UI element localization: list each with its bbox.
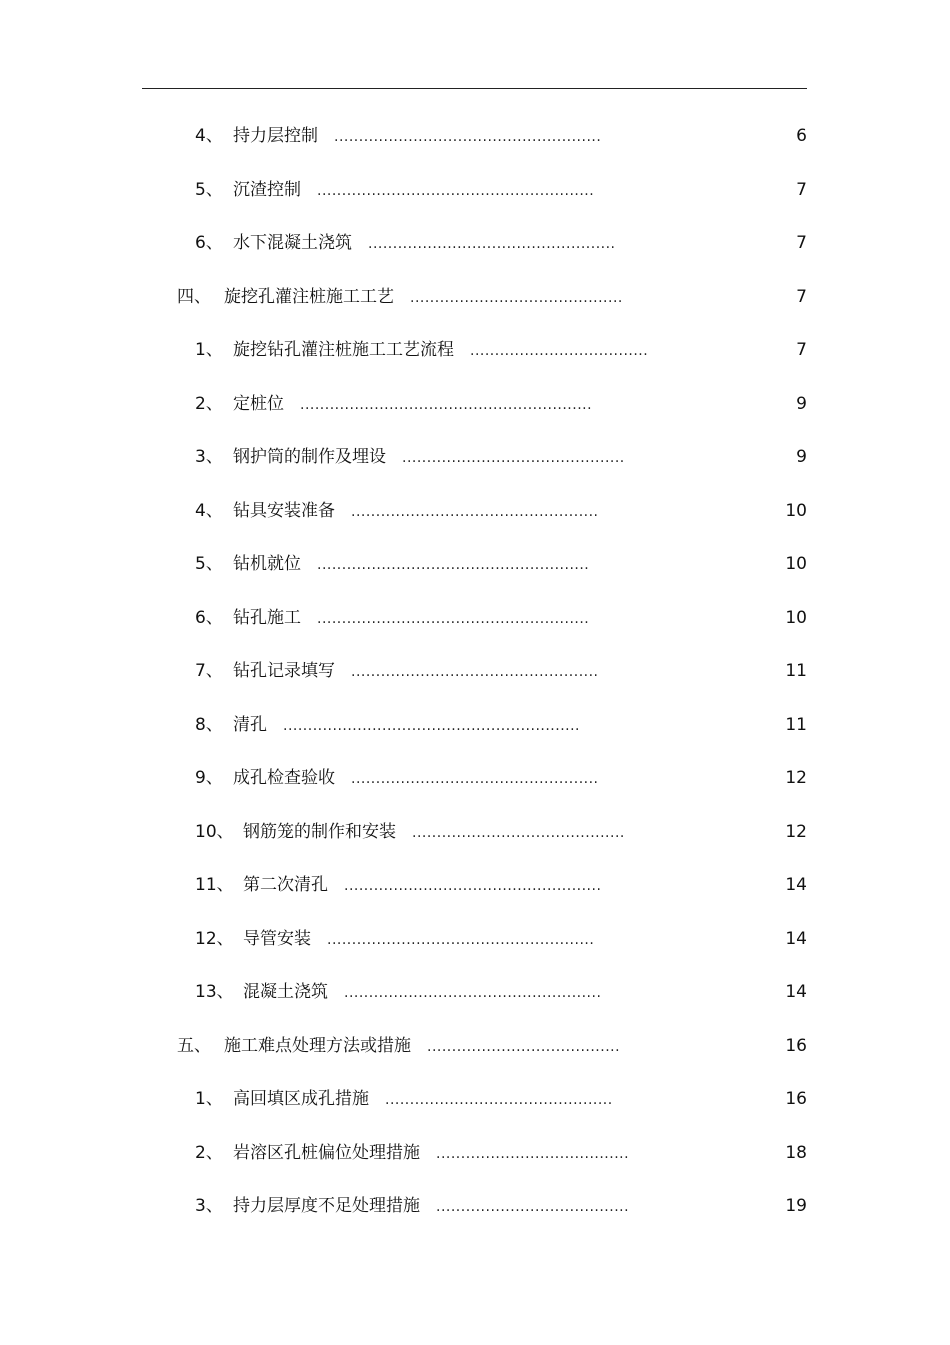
toc-entry-title: 清孔 — [233, 714, 267, 735]
toc-entry-title-group — [233, 766, 599, 791]
toc-entry-page-number: 18 — [785, 1142, 807, 1163]
toc-entry[interactable] — [0, 927, 950, 951]
toc-entry-number: 五、 — [177, 1035, 211, 1056]
toc-entry[interactable] — [0, 1141, 950, 1165]
toc-entry[interactable] — [0, 873, 950, 897]
toc-dot-leader: ........................................... — [412, 824, 625, 841]
toc-entry-page-number: 7 — [796, 233, 807, 253]
toc-entry-title: 导管安装 — [243, 928, 311, 949]
toc-entry-page-number: 10 — [785, 554, 807, 574]
toc-entry-title: 施工难点处理方法或措施 — [224, 1035, 411, 1056]
toc-dot-leader: ....................................... — [436, 1145, 630, 1162]
toc-entry-page-number: 7 — [796, 179, 807, 200]
toc-entry-title-group — [233, 392, 592, 417]
toc-dot-leader: .................................................. — [351, 771, 599, 787]
toc-entry[interactable] — [0, 713, 950, 737]
toc-entry[interactable] — [0, 552, 950, 576]
toc-entry-number: 12、 — [195, 928, 234, 949]
toc-entry-page-number: 10 — [785, 607, 807, 628]
toc-dot-leader: .............................................. — [385, 1092, 613, 1108]
toc-entry-page-number: 14 — [785, 982, 807, 1002]
toc-entry[interactable] — [0, 445, 950, 469]
toc-entry-number: 5、 — [195, 179, 223, 200]
toc-entry-title: 钻机就位 — [233, 554, 301, 574]
toc-entry-title-group — [233, 338, 648, 363]
toc-entry[interactable] — [0, 124, 950, 148]
toc-entry-number: 3、 — [195, 447, 223, 467]
toc-dot-leader: .................................................... — [344, 878, 602, 894]
toc-dot-leader: .................................................. — [351, 664, 599, 680]
toc-dot-leader: ....................................................... — [317, 557, 590, 573]
toc-entry-page-number: 9 — [796, 393, 807, 414]
toc-entry-page-number: 14 — [785, 928, 807, 949]
toc-entry-title-group — [233, 1194, 629, 1219]
toc-entry-number: 2、 — [195, 393, 223, 414]
toc-entry-title-group — [233, 124, 601, 149]
toc-entry[interactable] — [0, 392, 950, 416]
toc-dot-leader: ....................................... — [427, 1038, 621, 1055]
toc-entry-page-number: 7 — [796, 286, 807, 307]
toc-entry[interactable] — [0, 1087, 950, 1111]
toc-entry-number: 7、 — [195, 661, 223, 681]
toc-entry-number: 5、 — [195, 554, 223, 574]
toc-entry[interactable] — [0, 766, 950, 790]
toc-dot-leader: ........................................................ — [317, 182, 595, 199]
toc-entry-title: 水下混凝土浇筑 — [233, 233, 352, 253]
toc-entry-page-number: 12 — [785, 821, 807, 842]
toc-entry-page-number: 9 — [796, 447, 807, 467]
toc-entry-number: 6、 — [195, 233, 223, 253]
toc-entry-title: 沉渣控制 — [233, 179, 301, 200]
toc-dot-leader: .................................... — [470, 343, 649, 359]
toc-entry-title: 持力层控制 — [233, 126, 318, 146]
toc-entry[interactable] — [0, 338, 950, 362]
toc-entry[interactable] — [0, 980, 950, 1004]
toc-entry-number: 2、 — [195, 1142, 223, 1163]
toc-entry[interactable] — [0, 231, 950, 255]
toc-dot-leader: .................................................. — [368, 236, 616, 252]
toc-entry-title: 钢护筒的制作及埋设 — [233, 447, 386, 467]
toc-dot-leader: ........................................... — [410, 289, 623, 306]
toc-entry-title-group — [233, 445, 625, 470]
toc-entry-title: 第二次清孔 — [243, 875, 328, 895]
toc-entry-title: 旋挖钻孔灌注桩施工工艺流程 — [233, 340, 454, 360]
toc-dot-leader: .................................................... — [344, 985, 602, 1001]
toc-entry-title: 钻孔施工 — [233, 607, 301, 628]
toc-entry-title-group — [233, 1141, 629, 1166]
toc-entry-page-number: 12 — [785, 768, 807, 788]
toc-entry-title-group — [224, 1034, 620, 1059]
toc-entry-page-number: 7 — [796, 340, 807, 360]
toc-entry-page-number: 14 — [785, 875, 807, 895]
toc-entry-title: 持力层厚度不足处理措施 — [233, 1196, 420, 1216]
toc-entry-page-number: 6 — [796, 126, 807, 146]
toc-entry-number: 8、 — [195, 714, 223, 735]
toc-dot-leader: ....................................... — [436, 1199, 630, 1215]
toc-entry-title: 钻孔记录填写 — [233, 661, 335, 681]
toc-entry[interactable] — [0, 1194, 950, 1218]
toc-entry-title: 混凝土浇筑 — [243, 982, 328, 1002]
toc-entry-number: 1、 — [195, 1089, 223, 1109]
toc-entry-page-number: 10 — [785, 500, 807, 521]
toc-entry-page-number: 16 — [785, 1089, 807, 1109]
toc-entry-number: 11、 — [195, 875, 234, 895]
toc-entry-title-group — [233, 606, 589, 631]
toc-dot-leader: ............................................................ — [283, 717, 581, 734]
toc-entry-title-group — [233, 178, 594, 203]
toc-entry-title-group — [243, 873, 601, 898]
toc-entry-title: 岩溶区孔桩偏位处理措施 — [233, 1142, 420, 1163]
toc-entry-number: 四、 — [177, 286, 211, 307]
toc-entry-title-group — [243, 980, 601, 1005]
toc-entry[interactable] — [0, 178, 950, 202]
toc-entry-number: 6、 — [195, 607, 223, 628]
toc-entry-number: 9、 — [195, 768, 223, 788]
toc-entry-title-group — [233, 552, 589, 577]
toc-entry-title-group — [233, 231, 616, 256]
toc-dot-leader: ...................................................... — [327, 931, 595, 948]
toc-entry[interactable] — [0, 285, 950, 309]
toc-entry-page-number: 11 — [785, 661, 807, 681]
toc-entry-number: 4、 — [195, 500, 223, 521]
toc-entry-number: 10、 — [195, 821, 234, 842]
toc-entry-title: 旋挖孔灌注桩施工工艺 — [224, 286, 394, 307]
toc-entry-number: 1、 — [195, 340, 223, 360]
toc-entry-title-group — [233, 659, 599, 684]
toc-entry[interactable] — [0, 820, 950, 844]
toc-entry-title: 高回填区成孔措施 — [233, 1089, 369, 1109]
toc-entry-title-group — [243, 927, 594, 952]
toc-entry-title-group — [243, 820, 625, 845]
toc-entry-number: 3、 — [195, 1196, 223, 1216]
toc-entry-title-group — [224, 285, 623, 310]
toc-entry-number: 4、 — [195, 126, 223, 146]
toc-entry-title: 钻具安装准备 — [233, 500, 335, 521]
header-rule — [142, 88, 807, 89]
toc-dot-leader: ...................................................... — [334, 129, 602, 145]
toc-dot-leader: .................................................. — [351, 503, 599, 520]
toc-dot-leader: ........................................................... — [300, 396, 593, 413]
toc-entry-title: 钢筋笼的制作和安装 — [243, 821, 396, 842]
toc-dot-leader: ....................................................... — [317, 610, 590, 627]
toc-entry-page-number: 11 — [785, 714, 807, 735]
toc-entry-title: 成孔检查验收 — [233, 768, 335, 788]
toc-entry[interactable] — [0, 606, 950, 630]
toc-entry[interactable] — [0, 499, 950, 523]
toc-entry-title-group — [233, 713, 580, 738]
toc-entry-title-group — [233, 1087, 613, 1112]
toc-entry[interactable] — [0, 659, 950, 683]
toc-entry-page-number: 19 — [785, 1196, 807, 1216]
toc-entry-page-number: 16 — [785, 1035, 807, 1056]
toc-dot-leader: ............................................. — [402, 450, 625, 466]
toc-entry-title: 定桩位 — [233, 393, 284, 414]
toc-entry-number: 13、 — [195, 982, 234, 1002]
toc-entry[interactable] — [0, 1034, 950, 1058]
toc-entry-title-group — [233, 499, 599, 524]
